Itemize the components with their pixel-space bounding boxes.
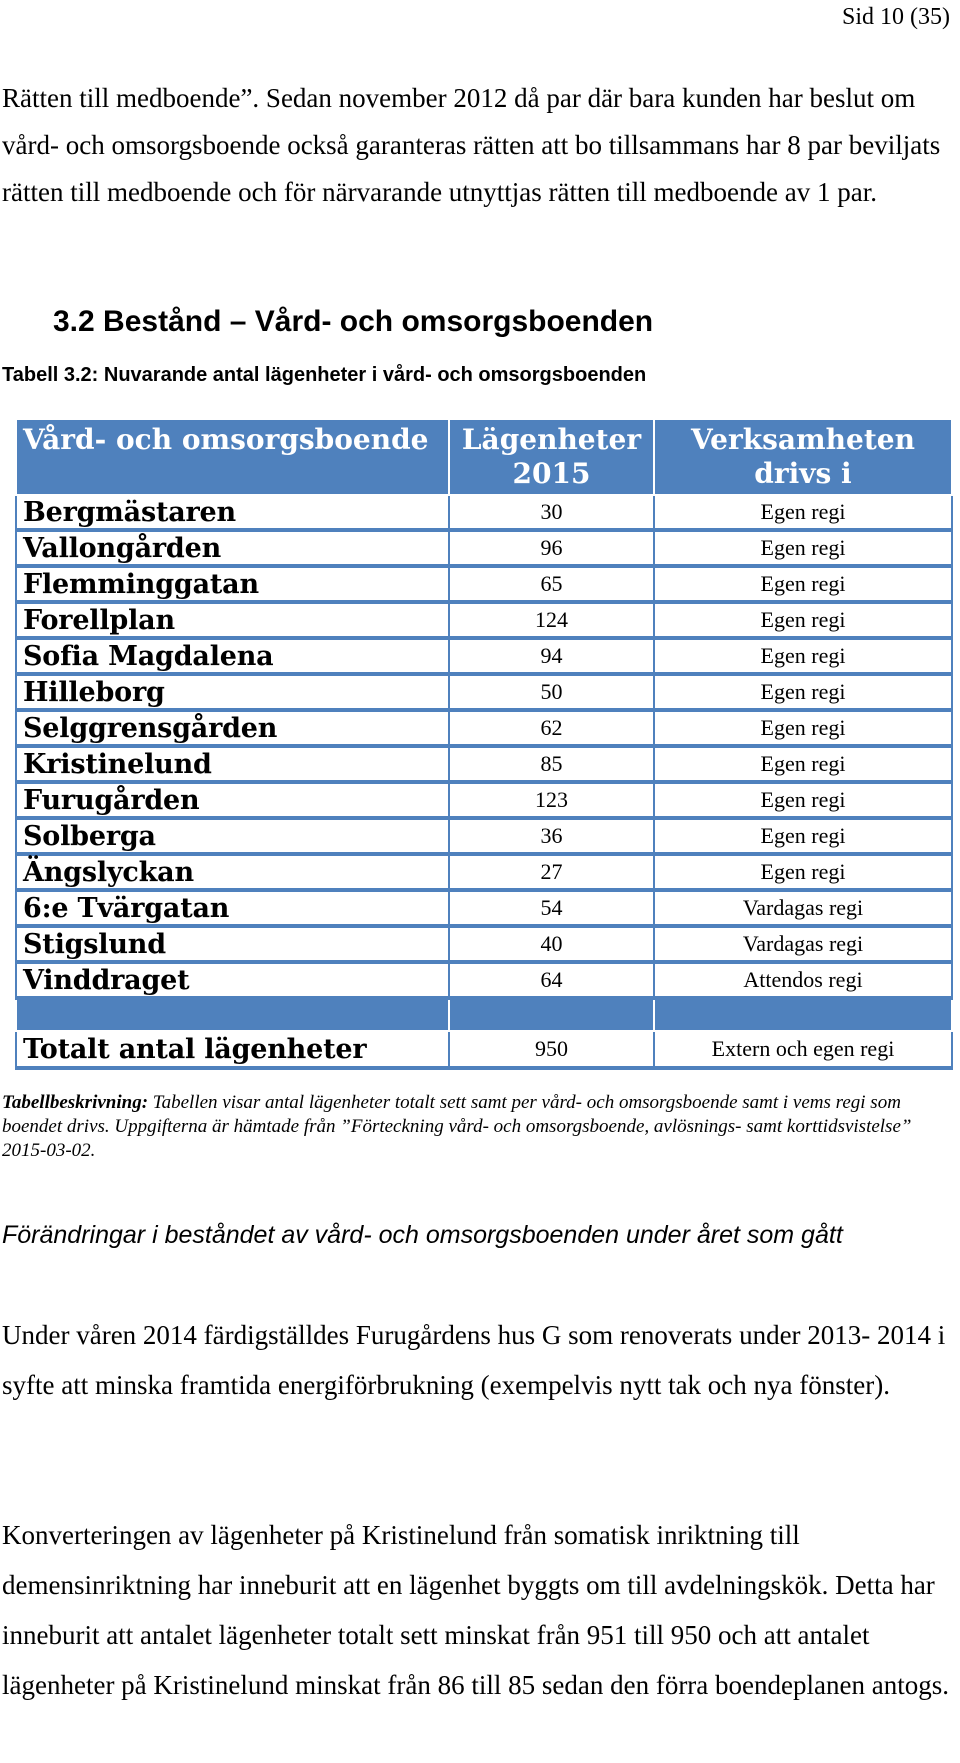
header-apartments: Lägenheter 2015 bbox=[449, 419, 654, 495]
total-label: Totalt antal lägenheter bbox=[16, 1031, 449, 1068]
spacer-cell bbox=[654, 998, 952, 1031]
header-housing: Vård- och omsorgsboende bbox=[16, 419, 449, 495]
row-name: Vallongården bbox=[16, 530, 449, 566]
table-row bbox=[16, 602, 952, 638]
table-row bbox=[16, 710, 952, 746]
row-name: Ängslyckan bbox=[16, 854, 449, 890]
row-name: Forellplan bbox=[16, 602, 449, 638]
row-name: Selggrensgården bbox=[16, 710, 449, 746]
table-row bbox=[16, 638, 952, 674]
row-regi: Egen regi bbox=[654, 746, 952, 782]
table-spacer-row bbox=[16, 998, 952, 1031]
row-regi: Egen regi bbox=[654, 638, 952, 674]
row-count: 65 bbox=[449, 566, 654, 602]
table-row bbox=[16, 566, 952, 602]
table-row bbox=[16, 495, 952, 530]
total-regi: Extern och egen regi bbox=[654, 1031, 952, 1068]
row-regi: Attendos regi bbox=[654, 962, 952, 998]
page-number: Sid 10 (35) bbox=[842, 4, 950, 30]
row-count: 36 bbox=[449, 818, 654, 854]
row-regi: Vardagas regi bbox=[654, 890, 952, 926]
table-row bbox=[16, 854, 952, 890]
row-name: Solberga bbox=[16, 818, 449, 854]
row-regi: Egen regi bbox=[654, 495, 952, 530]
row-name: Hilleborg bbox=[16, 674, 449, 710]
row-regi: Egen regi bbox=[654, 530, 952, 566]
row-regi: Egen regi bbox=[654, 782, 952, 818]
row-regi: Egen regi bbox=[654, 854, 952, 890]
table-row bbox=[16, 818, 952, 854]
table-description-text: Tabellen visar antal lägenheter totalt sett samt per vård- och omsorgsboende samt i vems regi som boendet drivs. Uppgifterna är hämtade från ”Förteckning vård- och omsorgsboende, avlösnings- samt korttidsvistelse” 2015-03-02. bbox=[2, 1092, 912, 1161]
intro-paragraph: Rätten till medboende”. Sedan november 2012 då par där bara kunden har beslut om vård- och omsorgsboende också garanteras rätten att bo tillsammans har 8 par beviljats rätten till medboende och för närvarande utnyttjas rätten till medboende av 1 par. bbox=[2, 83, 941, 207]
table-container bbox=[15, 418, 951, 1070]
table-row bbox=[16, 530, 952, 566]
row-regi: Egen regi bbox=[654, 818, 952, 854]
row-name: Kristinelund bbox=[16, 746, 449, 782]
row-regi: Egen regi bbox=[654, 602, 952, 638]
row-regi: Vardagas regi bbox=[654, 926, 952, 962]
table-row bbox=[16, 746, 952, 782]
table-total-row bbox=[16, 1031, 952, 1068]
table-caption: Tabell 3.2: Nuvarande antal lägenheter i vård- och omsorgsboenden bbox=[2, 364, 647, 386]
table-row bbox=[16, 962, 952, 998]
row-name: Stigslund bbox=[16, 926, 449, 962]
housing-table bbox=[15, 418, 953, 1070]
row-count: 123 bbox=[449, 782, 654, 818]
spacer-cell bbox=[16, 998, 449, 1031]
row-count: 62 bbox=[449, 710, 654, 746]
total-count: 950 bbox=[449, 1031, 654, 1068]
row-regi: Egen regi bbox=[654, 674, 952, 710]
section-heading: 3.2 Bestånd – Vård- och omsorgsboenden bbox=[53, 305, 654, 338]
row-count: 40 bbox=[449, 926, 654, 962]
table-row bbox=[16, 926, 952, 962]
row-name: Flemminggatan bbox=[16, 566, 449, 602]
row-count: 30 bbox=[449, 495, 654, 530]
row-name: 6:e Tvärgatan bbox=[16, 890, 449, 926]
row-count: 64 bbox=[449, 962, 654, 998]
table-row bbox=[16, 674, 952, 710]
row-count: 27 bbox=[449, 854, 654, 890]
row-name: Vinddraget bbox=[16, 962, 449, 998]
row-count: 96 bbox=[449, 530, 654, 566]
row-name: Furugården bbox=[16, 782, 449, 818]
row-name: Bergmästaren bbox=[16, 495, 449, 530]
spacer-cell bbox=[449, 998, 654, 1031]
table-row bbox=[16, 890, 952, 926]
row-count: 50 bbox=[449, 674, 654, 710]
changes-paragraph-2: Konverteringen av lägenheter på Kristinelund från somatisk inriktning till demensinriktning har inneburit att en lägenhet byggts om till avdelningskök. Detta har inneburit att antalet lägenheter totalt sett minskat från 951 till 950 och att antalet lägenheter på Kristinelund minskat från 86 till 85 sedan den förra boendeplanen antogs. bbox=[2, 1520, 949, 1700]
table-header-row bbox=[16, 419, 952, 495]
row-count: 124 bbox=[449, 602, 654, 638]
table-description-lead: Tabellbeskrivning: bbox=[2, 1092, 149, 1113]
row-count: 54 bbox=[449, 890, 654, 926]
row-regi: Egen regi bbox=[654, 710, 952, 746]
row-count: 85 bbox=[449, 746, 654, 782]
changes-heading: Förändringar i beståndet av vård- och omsorgsboenden under året som gått bbox=[2, 1221, 843, 1249]
table-row bbox=[16, 782, 952, 818]
table-description bbox=[2, 1091, 952, 1163]
header-operator: Verksamheten drivs i bbox=[654, 419, 952, 495]
changes-paragraph-1: Under våren 2014 färdigställdes Furugårdens hus G som renoverats under 2013- 2014 i syfte att minska framtida energiförbrukning (exempelvis nytt tak och nya fönster). bbox=[2, 1320, 946, 1400]
row-regi: Egen regi bbox=[654, 566, 952, 602]
row-count: 94 bbox=[449, 638, 654, 674]
row-name: Sofia Magdalena bbox=[16, 638, 449, 674]
